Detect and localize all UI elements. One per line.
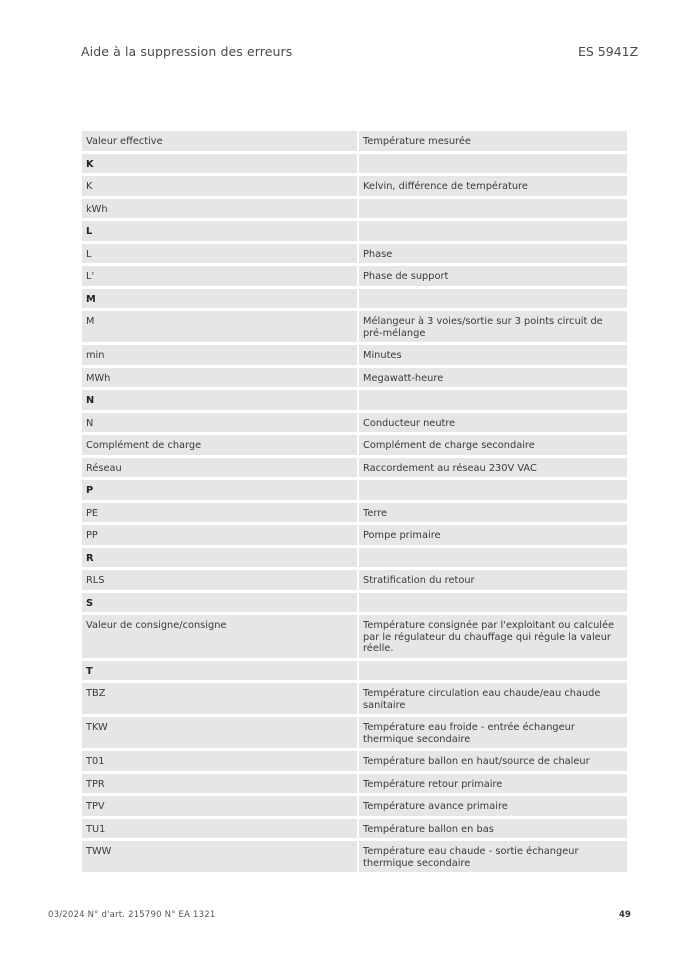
glossary-row (82, 796, 627, 816)
glossary-term: TU1 (82, 819, 357, 839)
page-number: 49 (619, 910, 631, 920)
glossary-definition (359, 390, 627, 410)
glossary-definition: Phase (359, 244, 627, 264)
glossary-definition (359, 548, 627, 568)
glossary-row (82, 345, 627, 365)
section-letter: P (82, 480, 357, 500)
glossary-row (82, 458, 627, 478)
glossary-term: RLS (82, 570, 357, 590)
glossary-definition: Phase de support (359, 266, 627, 286)
glossary-row (82, 176, 627, 196)
section-letter: K (82, 154, 357, 174)
glossary-body (82, 131, 627, 872)
glossary-term: L' (82, 266, 357, 286)
glossary-section-row (82, 289, 627, 309)
glossary-row (82, 266, 627, 286)
glossary-term: TPV (82, 796, 357, 816)
glossary-row (82, 774, 627, 794)
glossary-term: Complément de charge (82, 435, 357, 455)
section-letter: T (82, 661, 357, 681)
section-letter: N (82, 390, 357, 410)
glossary-definition (359, 661, 627, 681)
glossary-definition: Pompe primaire (359, 525, 627, 545)
glossary-section-row (82, 661, 627, 681)
glossary-row (82, 717, 627, 748)
glossary-term: Valeur effective (82, 131, 357, 151)
glossary-term: N (82, 413, 357, 433)
glossary-definition (359, 154, 627, 174)
glossary-definition: Kelvin, différence de température (359, 176, 627, 196)
glossary-definition (359, 199, 627, 219)
glossary-row (82, 751, 627, 771)
glossary-definition (359, 593, 627, 613)
glossary-section-row (82, 480, 627, 500)
glossary-definition: Température eau chaude - sortie échangeur thermique secondaire (359, 841, 627, 872)
glossary-definition: Température eau froide - entrée échangeur thermique secondaire (359, 717, 627, 748)
glossary-row (82, 503, 627, 523)
glossary-definition: Température circulation eau chaude/eau chaude sanitaire (359, 683, 627, 714)
glossary-term: L (82, 244, 357, 264)
glossary-section-row (82, 390, 627, 410)
glossary-row (82, 311, 627, 342)
glossary-row (82, 435, 627, 455)
glossary-term: PP (82, 525, 357, 545)
glossary-definition: Conducteur neutre (359, 413, 627, 433)
glossary-definition: Température ballon en bas (359, 819, 627, 839)
glossary-section-row (82, 548, 627, 568)
glossary-section-row (82, 154, 627, 174)
glossary-definition (359, 480, 627, 500)
glossary-definition: Minutes (359, 345, 627, 365)
glossary-term: kWh (82, 199, 357, 219)
glossary-definition: Température ballon en haut/source de chaleur (359, 751, 627, 771)
glossary-definition: Température retour primaire (359, 774, 627, 794)
glossary-row (82, 368, 627, 388)
glossary-definition: Température avance primaire (359, 796, 627, 816)
glossary-term: Réseau (82, 458, 357, 478)
glossary-term: Valeur de consigne/consigne (82, 615, 357, 658)
glossary-row (82, 244, 627, 264)
glossary-term: PE (82, 503, 357, 523)
glossary-definition: Stratification du retour (359, 570, 627, 590)
section-letter: L (82, 221, 357, 241)
page-header-title: Aide à la suppression des erreurs (81, 44, 293, 59)
glossary-definition: Megawatt-heure (359, 368, 627, 388)
section-letter: R (82, 548, 357, 568)
glossary-definition: Raccordement au réseau 230V VAC (359, 458, 627, 478)
section-letter: S (82, 593, 357, 613)
glossary-definition: Mélangeur à 3 voies/sortie sur 3 points circuit de pré-mélange (359, 311, 627, 342)
glossary-section-row (82, 593, 627, 613)
glossary-row (82, 199, 627, 219)
glossary-row (82, 841, 627, 872)
glossary-row (82, 819, 627, 839)
glossary-row (82, 615, 627, 658)
glossary-row (82, 131, 627, 151)
glossary-term: TKW (82, 717, 357, 748)
glossary-table (80, 128, 629, 875)
glossary-definition: Température consignée par l'exploitant ou calculée par le régulateur du chauffage qui régule la valeur réelle. (359, 615, 627, 658)
glossary-section-row (82, 221, 627, 241)
section-letter: M (82, 289, 357, 309)
glossary-term: M (82, 311, 357, 342)
glossary-definition: Terre (359, 503, 627, 523)
glossary-row (82, 413, 627, 433)
footer-info: 03/2024 N° d'art. 215790 N° EA 1321 (48, 910, 216, 920)
glossary-term: TBZ (82, 683, 357, 714)
glossary-row (82, 683, 627, 714)
glossary-definition (359, 289, 627, 309)
page-header-model: ES 5941Z (578, 44, 639, 59)
glossary-row (82, 525, 627, 545)
glossary-term: min (82, 345, 357, 365)
glossary-definition: Complément de charge secondaire (359, 435, 627, 455)
glossary-term: TPR (82, 774, 357, 794)
glossary-term: MWh (82, 368, 357, 388)
glossary-row (82, 570, 627, 590)
glossary-term: T01 (82, 751, 357, 771)
glossary-term: K (82, 176, 357, 196)
glossary-term: TWW (82, 841, 357, 872)
glossary-definition (359, 221, 627, 241)
glossary-definition: Température mesurée (359, 131, 627, 151)
